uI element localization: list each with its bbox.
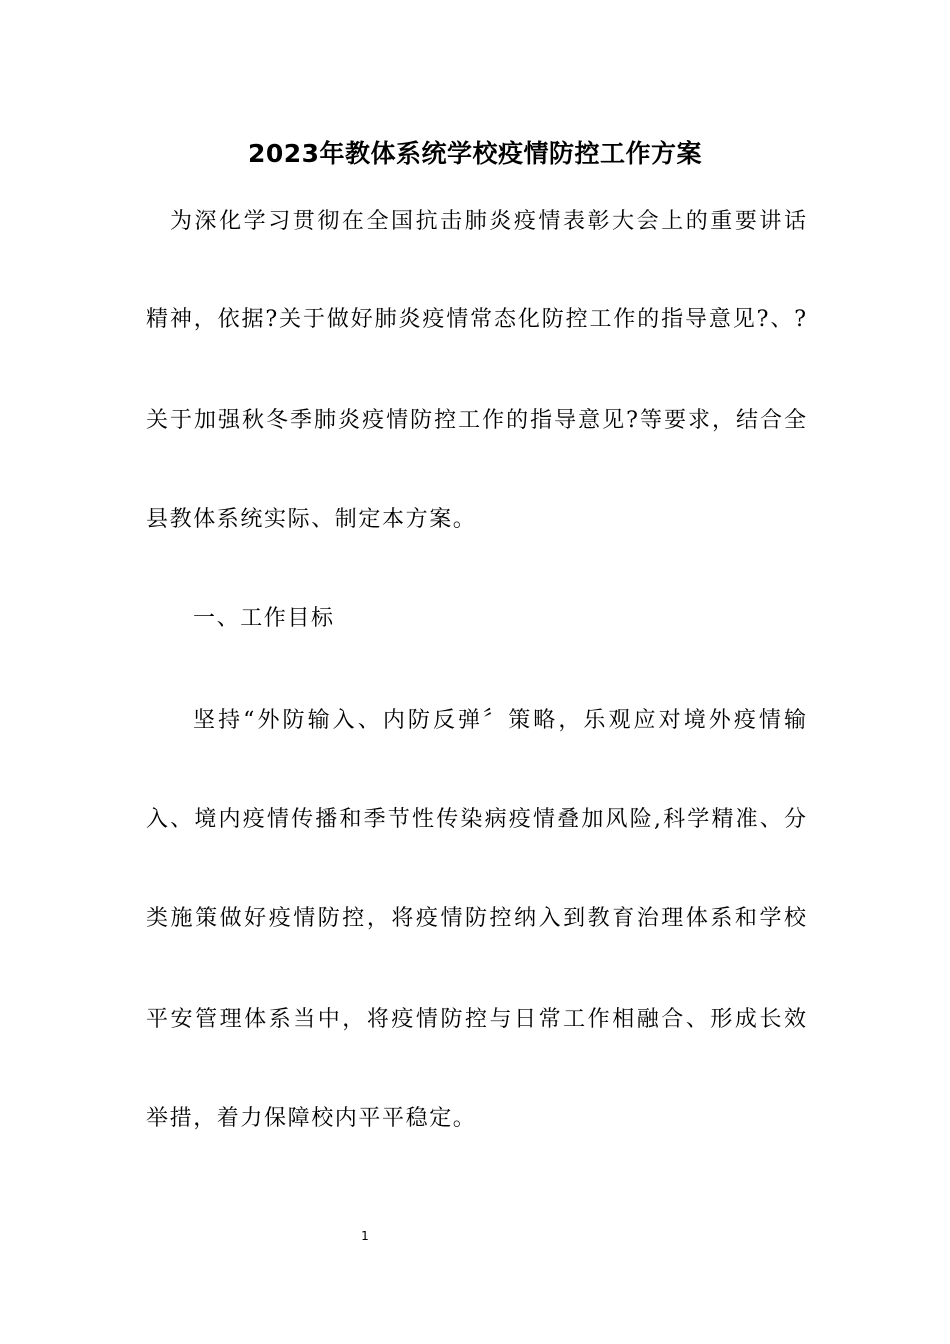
paragraph-line: 为深化学习贯彻在全国抗击肺炎疫情表彰大会上的重要讲话 <box>170 209 806 234</box>
paragraph-line: 精神，依据?关于做好肺炎疫情常态化防控工作的指导意见?、? <box>146 307 806 332</box>
paragraph-line: 县教体系统实际、制定本方案。 <box>146 507 477 532</box>
section-heading: 一、工作目标 <box>193 606 335 631</box>
paragraph-line: 坚持“外防输入、内防反弹〞策略，乐观应对境外疫情输 <box>193 708 806 733</box>
page-number: 1 <box>361 1229 369 1243</box>
paragraph-line: 举措，着力保障校内平平稳定。 <box>146 1106 477 1131</box>
paragraph-line: 平安管理体系当中，将疫情防控与日常工作相融合、形成长效 <box>146 1007 806 1032</box>
document-title: 2023年教体系统学校疫情防控工作方案 <box>247 139 703 168</box>
paragraph-line: 关于加强秋冬季肺炎疫情防控工作的指导意见?等要求，结合全 <box>146 408 806 433</box>
paragraph-line: 类施策做好疫情防控，将疫情防控纳入到教育治理体系和学校 <box>146 906 806 931</box>
paragraph-line: 入、境内疫情传播和季节性传染病疫情叠加风险,科学精准、分 <box>146 807 806 832</box>
